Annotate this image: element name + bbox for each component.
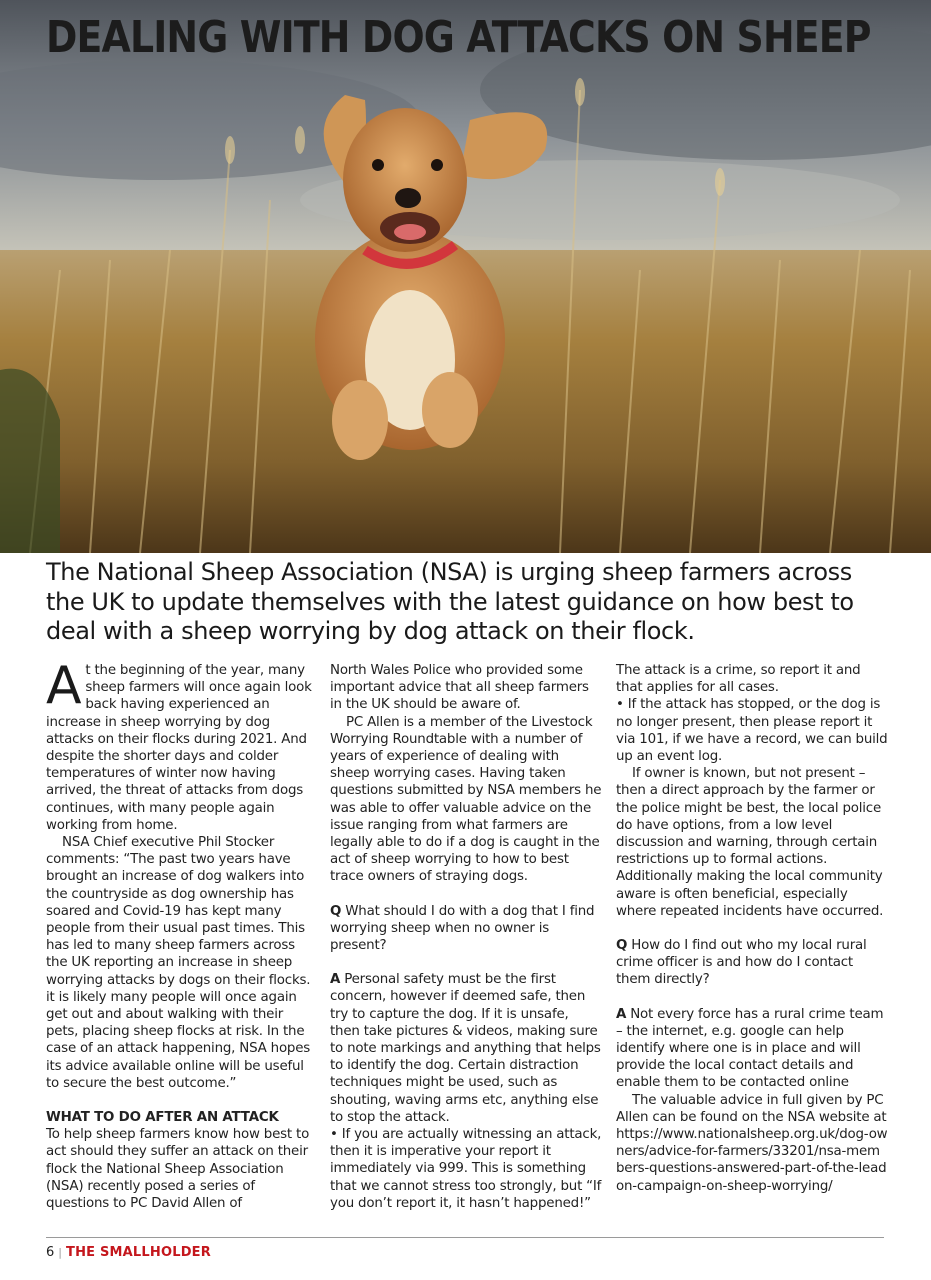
answer-1: A Personal safety must be the first concern, however if deemed safe, then try to capture the dog. If it is unsafe, then take pictures & videos, making sure to note markings and anything that helps to identify the dog. Certain distraction techniques might be used, such as shouting, waving arms etc, anything else to stop the attack. [330, 972, 601, 1125]
body-paragraph: If owner is known, but not present – then a direct approach by the farmer or the police might be best, the local police do have options, from a low level discussion and warning, through certain restrictions up to formal actions. Additionally making the local community aware is often beneficial, especially where repeated incidents have occurred. [616, 766, 884, 919]
page-footer [46, 1245, 211, 1260]
bullet-item: • If the attack has stopped, or the dog is no longer present, then please report it via 101, if we have a record, we can build up an event log. [616, 697, 888, 765]
dog-in-wheat-field-illustration [0, 0, 931, 553]
article-column-1 [46, 656, 318, 1212]
body-paragraph: To help sheep farmers know how best to act should they suffer an attack on their flock the National Sheep Association (NSA) recently posed a series of questions to PC David Allen of [46, 1127, 310, 1212]
link-paragraph: The valuable advice in full given by PC Allen can be found on the NSA website at https://www.nationalsheep.org.uk/dog-owners/advice-for-farmers/33201/nsa-members-questions-answered-part-of-the-leadon-campaign-on-sheep-worrying/ [616, 1092, 888, 1194]
publication-name: THE SMALLHOLDER [66, 1245, 211, 1260]
article-column-2 [330, 662, 602, 1212]
headline: DEALING WITH DOG ATTACKS ON SHEEP [46, 12, 871, 63]
article-column-3 [616, 662, 888, 1195]
quote-paragraph: NSA Chief executive Phil Stocker comments: “The past two years have brought an increase of dog walkers into the countryside as dog ownership has soared and Covid-19 has kept many people from their usual past times. This has led to many sheep farmers across the UK reporting an increase in sheep worrying attacks by dogs on their flocks. it is likely many people will once again get out and about walking with their pets, placing sheep flocks at risk. In the case of an attack happening, NSA hopes its advice available online will be useful to secure the best outcome.” [46, 835, 311, 1091]
standfirst: The National Sheep Association (NSA) is urging sheep farmers across the UK to update themselves with the latest guidance on how best to deal with a sheep worrying by dog attack on their flock. [46, 558, 854, 645]
intro-paragraph: At the beginning of the year, many sheep farmers will once again look back having experienced an increase in sheep worrying by dog attacks on their flocks during 2021. And despite the shorter days and colder temperatures of winter now having arrived, the threat of attacks from dogs continues, with many people again working from home. [46, 656, 312, 833]
hero-photo [0, 0, 931, 553]
answer-2: A Not every force has a rural crime team – the internet, e.g. google can help identify where one is in place and will provide the local contact details and enable them to be contacted online [616, 1006, 884, 1091]
subheading: WHAT TO DO AFTER AN ATTACK [46, 1110, 279, 1126]
question-2: Q How do I find out who my local rural crime officer is and how do I contact them directly? [616, 938, 867, 988]
bullet-item: • If you are actually witnessing an attack, then it is imperative your report it immediately via 999. This is something that we cannot stress too strongly, but “If you don’t report it, it hasn’t happened!” [330, 1127, 602, 1211]
page-number: 6 [46, 1245, 55, 1260]
drop-cap: A [46, 656, 82, 716]
question-1: Q What should I do with a dog that I find worrying sheep when no owner is present? [330, 903, 595, 954]
body-paragraph: North Wales Police who provided some important advice that all sheep farmers in the UK should be aware of. [330, 663, 589, 713]
body-paragraph: PC Allen is a member of the Livestock Worrying Roundtable with a number of years of experience of dealing with sheep worrying cases. Having taken questions submitted by NSA members he was able to offer valuable advice on the issue ranging from what farmers are legally able to do if a dog is caught in the act of sheep worrying to how to best trace owners of straying dogs. [330, 714, 602, 885]
footer-divider [46, 1237, 884, 1238]
footer-separator: | [58, 1246, 62, 1259]
body-paragraph: The attack is a crime, so report it and that applies for all cases. [616, 663, 861, 696]
